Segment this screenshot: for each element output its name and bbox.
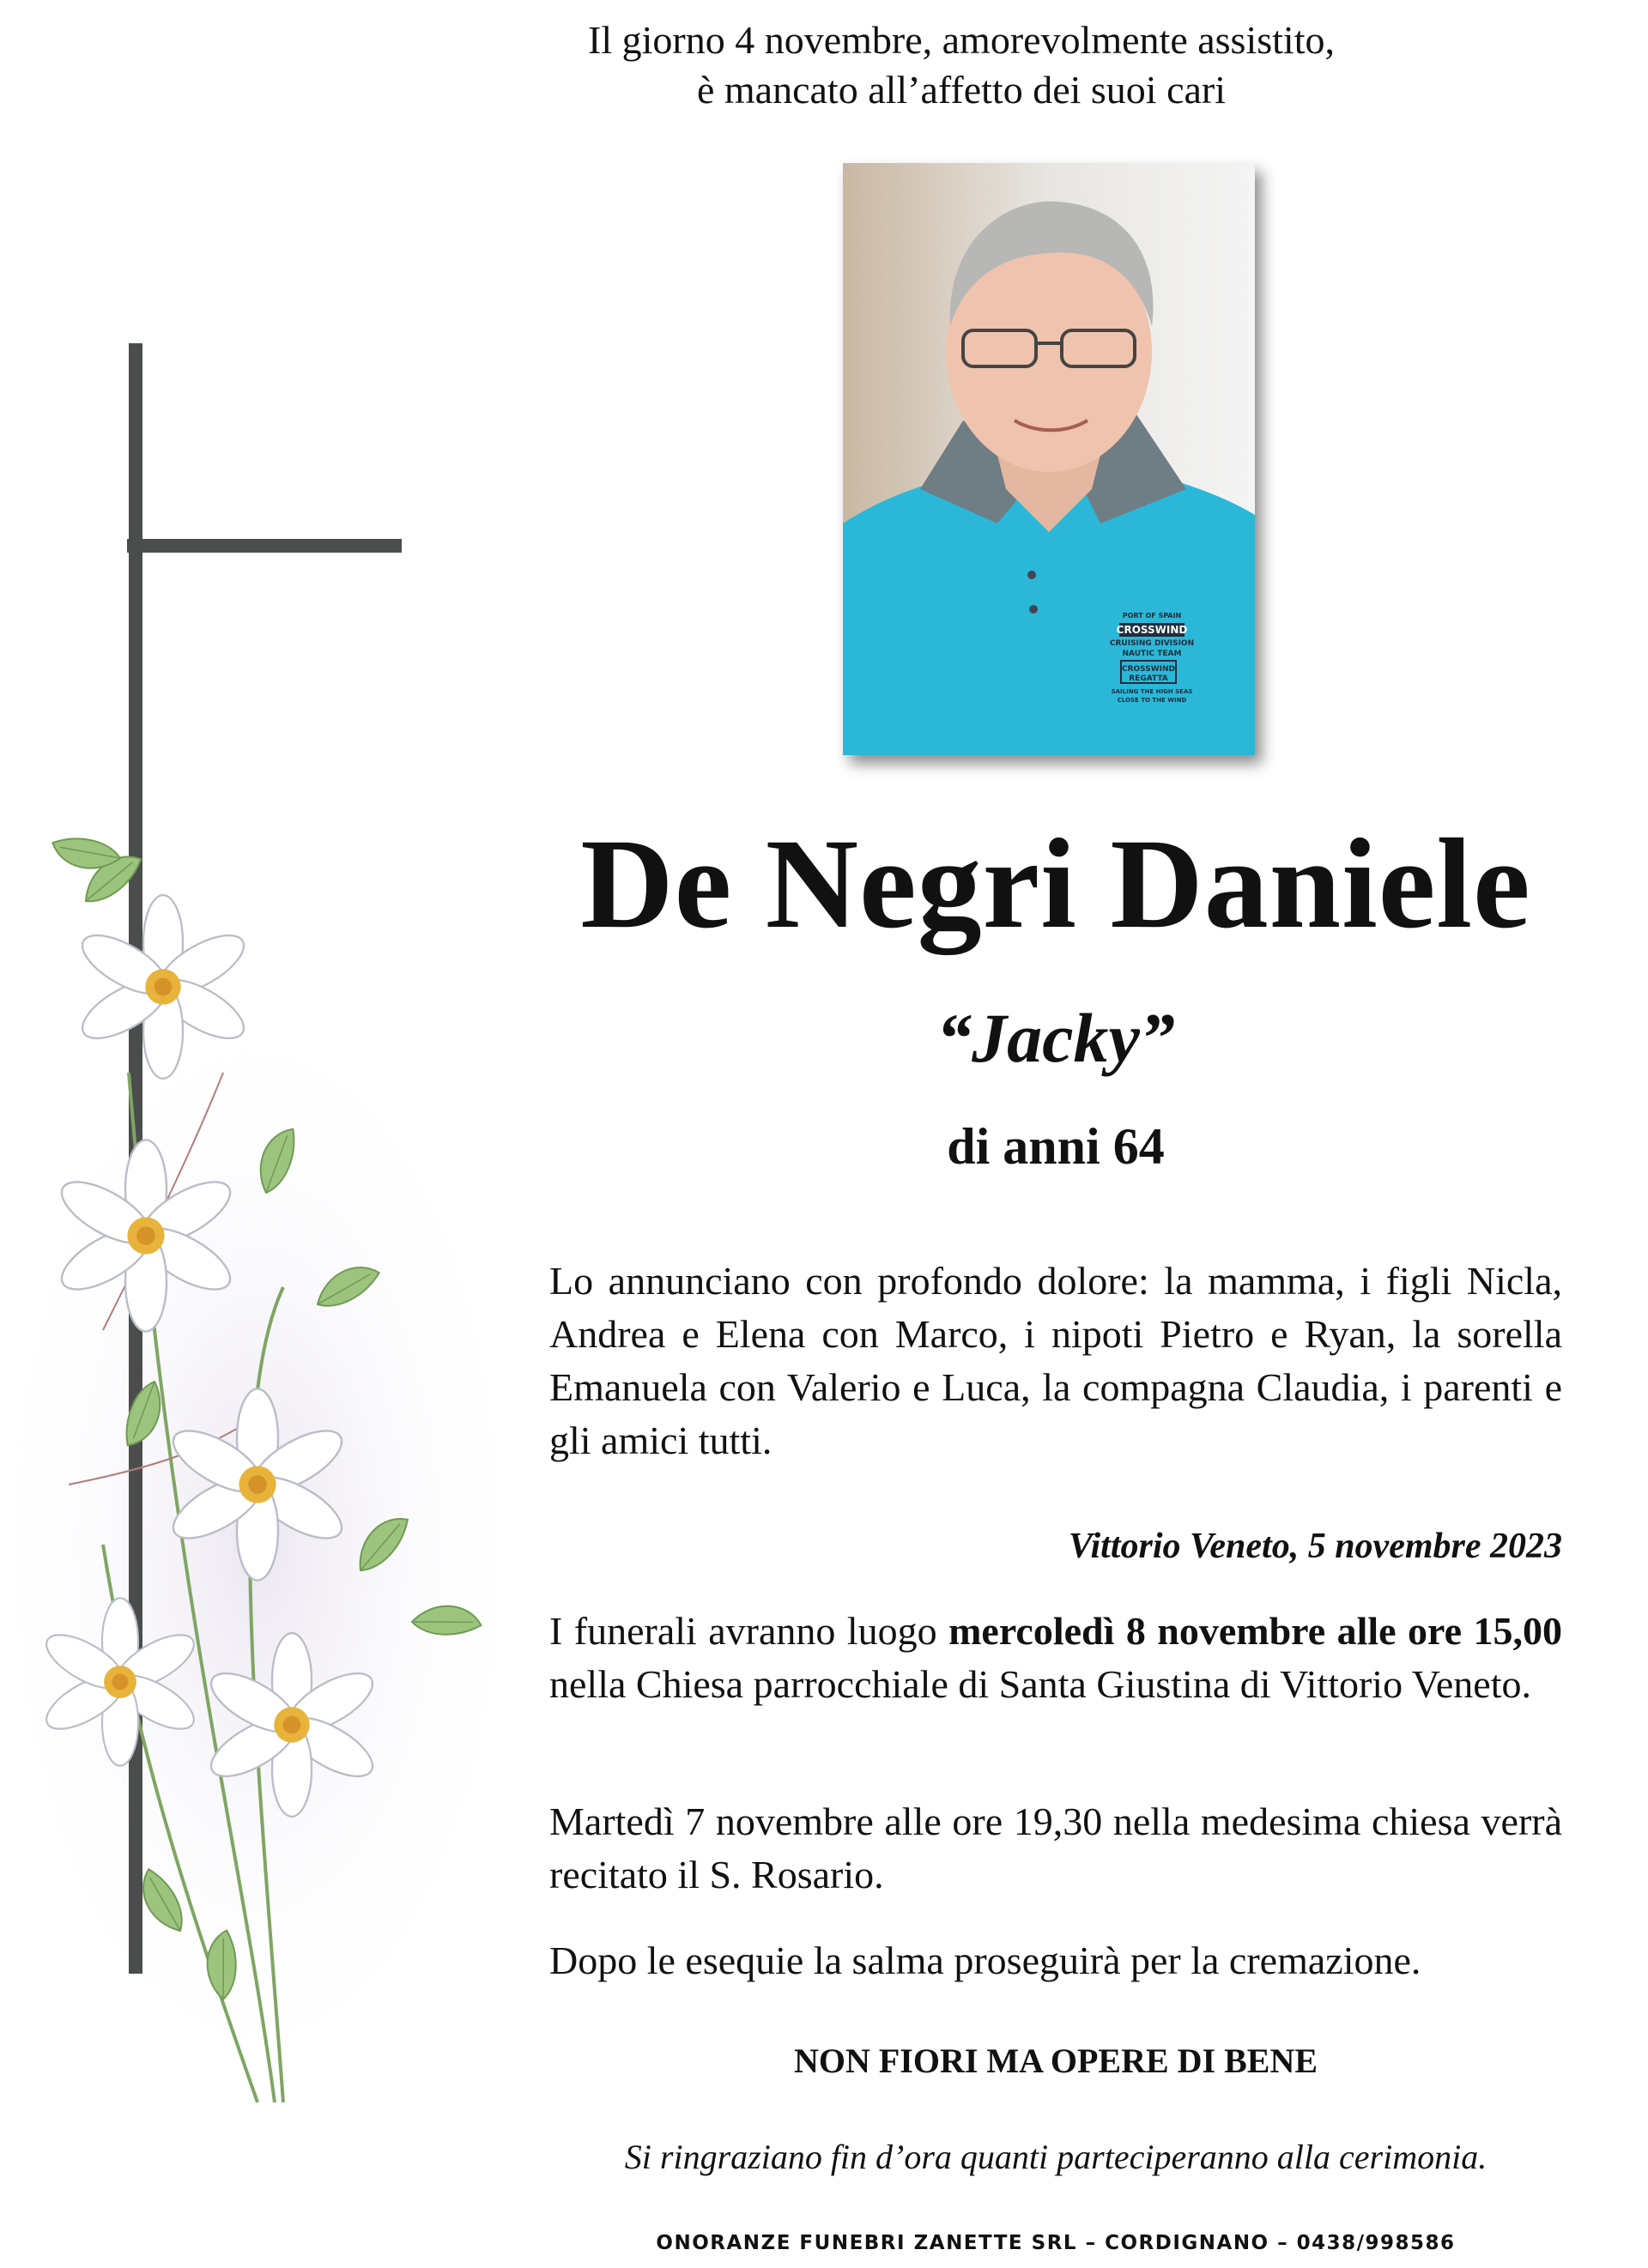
deceased-name: De Negri Daniele bbox=[580, 813, 1531, 955]
shirt-logo-line-3: CRUISING DIVISION bbox=[1109, 639, 1195, 648]
no-flowers-notice: NON FIORI MA OPERE DI BENE bbox=[793, 2041, 1318, 2080]
funeral-paragraph bbox=[549, 1605, 1562, 1711]
shirt-logo-line-7: SAILING THE HIGH SEAS bbox=[1111, 688, 1193, 695]
intro-text bbox=[549, 15, 1373, 115]
portrait-photo bbox=[843, 163, 1255, 755]
shirt-logo-line-8: CLOSE TO THE WIND bbox=[1117, 697, 1187, 704]
thanks-note: Si ringraziano fin d’ora quanti parteciperanno alla cerimonia. bbox=[624, 2138, 1487, 2176]
place-and-date: Vittorio Veneto, 5 novembre 2023 bbox=[1068, 1527, 1562, 1566]
intro-line-1: Il giorno 4 novembre, amorevolmente assistito, bbox=[588, 18, 1335, 62]
funeral-home-footer: ONORANZE FUNEBRI ZANETTE SRL – CORDIGNANO – 0438/998586 bbox=[656, 2232, 1456, 2254]
deceased-age: di anni 64 bbox=[947, 1118, 1165, 1175]
shirt-logo-line-2: CROSSWIND bbox=[1116, 624, 1188, 636]
deceased-nickname: “Jacky” bbox=[936, 999, 1175, 1077]
funeral-text-part-1: I funerali avranno luogo bbox=[549, 1609, 949, 1653]
funeral-text-part-2: nella Chiesa parrocchiale di Santa Giustina di Vittorio Veneto. bbox=[549, 1662, 1531, 1706]
shirt-logo bbox=[1110, 612, 1194, 704]
shirt-logo-line-5: CROSSWIND bbox=[1121, 665, 1176, 674]
shirt-logo-line-4: NAUTIC TEAM bbox=[1122, 650, 1182, 658]
cross-horizontal-bar bbox=[127, 539, 402, 553]
cremation-paragraph: Dopo le esequie la salma proseguirà per la cremazione. bbox=[549, 1938, 1421, 1982]
rosary-paragraph: Martedì 7 novembre alle ore 19,30 nella medesima chiesa verrà recitato il S. Rosario. bbox=[549, 1799, 1562, 1896]
intro-line-2: è mancato all’affetto dei suoi cari bbox=[696, 68, 1227, 112]
shirt-logo-line-1: PORT OF SPAIN bbox=[1122, 612, 1182, 620]
announcement-paragraph: Lo annunciano con profondo dolore: la mamma, i figli Nicla, Andrea e Elena con Marco, i nipoti Pietro e Ryan, la sorella Emanuela con Valerio e Luca, la compagna Claudia, i parenti e gli amici tutti. bbox=[549, 1259, 1562, 1462]
shirt-logo-line-6: REGATTA bbox=[1129, 674, 1168, 683]
funeral-date-time: mercoledì 8 novembre alle ore 15,00 bbox=[948, 1609, 1562, 1653]
cross-and-flowers-illustration bbox=[0, 300, 549, 2145]
